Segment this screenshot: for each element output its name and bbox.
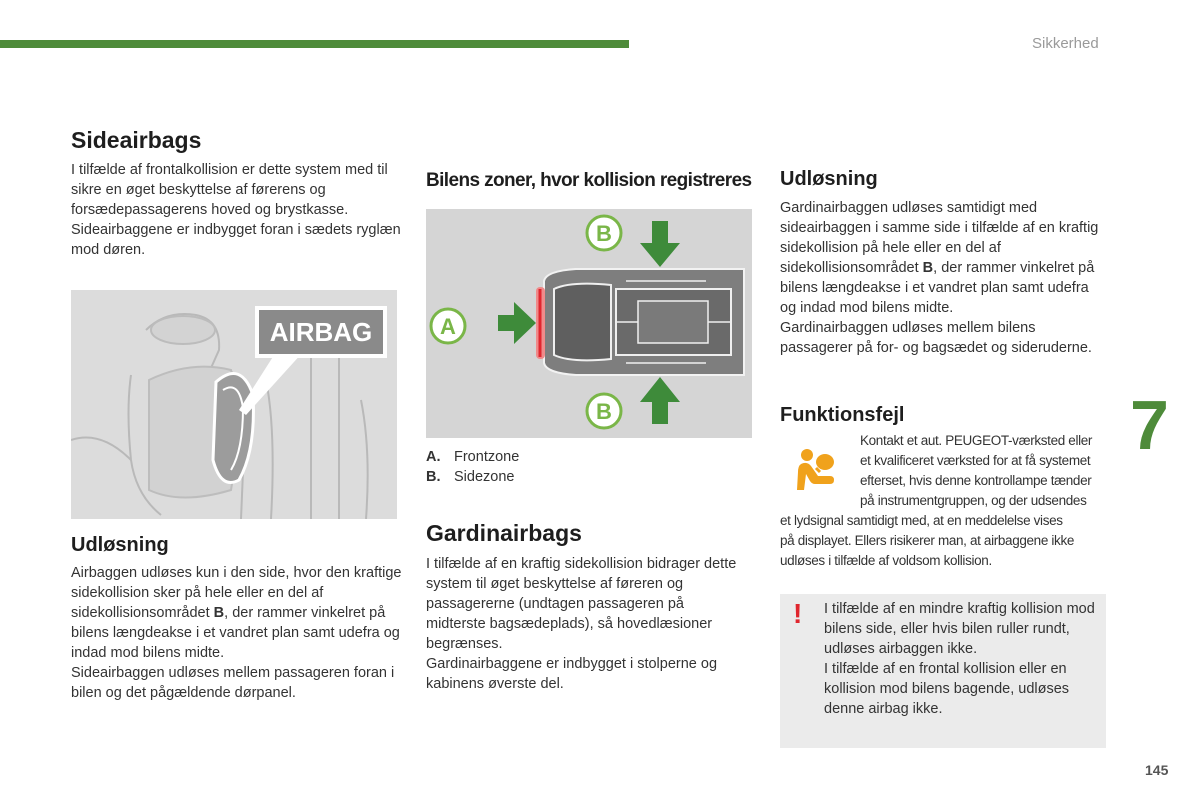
seat-airbag-illustration (71, 290, 397, 519)
fault-line: et kvalificeret værksted for at få systemet (860, 453, 1091, 468)
sideairbags-intro: I tilfælde af frontalkollision er dette system med til sikre en øget beskyttelse af førerens og forsædepassagerens hoved og brystkasse. Sideairbaggene er indbygget foran i sædets ryglæn mod døren. (71, 162, 401, 258)
zone-a-badge (431, 309, 465, 343)
udloesning-1-pre: Airbaggen udløses kun i den side, hvor den kraftige sidekollision sker på hele eller en del af sidekollisionsområdet (71, 565, 402, 621)
udloesning-text-2 (780, 198, 1102, 358)
airbag-warning-lamp-icon (794, 446, 840, 492)
udloesning-2-pre: Gardinairbaggen udløses samtidigt med sideairbaggen i samme side i tilfælde af en kraftig sidekollision på hele eller en del af sidekollisionsområdet (780, 200, 1099, 276)
gardinairbags-title: Gardinairbags (426, 520, 582, 546)
section-label: Sikkerhed (1032, 35, 1099, 52)
funktionsfejl-title: Funktionsfejl (780, 404, 905, 426)
warning-p1: I tilfælde af en mindre kraftig kollision mod bilens side, eller hvis bilen ruller rundt, udløses airbaggen ikke. (824, 601, 1095, 657)
sideairbags-title: Sideairbags (71, 127, 202, 153)
udloesning-title-2: Udløsning (780, 168, 878, 190)
gardinairbags-p1: I tilfælde af en kraftig sidekollision bidrager dette system til øget beskyttelse af føreren og passagererne (undtagen passageren på midterste bagsædeplads), så hovedlæsioner begrænses. (426, 556, 737, 652)
legend-key-a: A. (426, 449, 441, 465)
zone-b-badge-top (587, 216, 621, 250)
legend-item (426, 447, 746, 467)
fault-line: på displayet. Ellers risikerer man, at airbaggene ikke (780, 533, 1074, 548)
warning-text (824, 599, 1096, 719)
funktionsfejl-text-indented (860, 431, 1110, 511)
udloesning-title-1: Udløsning (71, 534, 169, 556)
fault-line: et lydsignal samtidigt med, at en meddelelse vises (780, 513, 1063, 528)
zone-legend (426, 447, 746, 487)
udloesning-2-p2: Gardinairbaggen udløses mellem bilens passagerer på for- og bagsædet og sideruderne. (780, 320, 1092, 356)
zone-b-key-2: B (922, 260, 934, 276)
header-accent-bar (0, 40, 629, 48)
legend-text-a: Frontzone (454, 449, 520, 465)
gardinairbags-p2: Gardinairbaggene er indbygget i stolperne og kabinens øverste del. (426, 656, 718, 692)
legend-item (426, 467, 746, 487)
collision-zones-diagram (426, 209, 752, 438)
udloesning-1-post: , der rammer vinkelret på bilens længdeakse i et vandret plan samt udefra og indad mod bilens midte. (71, 605, 400, 661)
zone-b-label-bottom: B (596, 399, 612, 424)
fault-line: efterset, hvis denne kontrollampe tænder (860, 473, 1092, 488)
airbag-badge-label: AIRBAG (269, 317, 373, 347)
gardinairbags-text (426, 554, 744, 694)
fault-line: udløses i tilfælde af voldsom kollision. (780, 553, 992, 568)
car-top-view (544, 269, 744, 375)
page-number: 145 (1145, 762, 1169, 778)
warning-p2: I tilfælde af en frontal kollision eller en kollision mod bilens bagende, udløses denne airbag ikke. (824, 661, 1070, 717)
funktionsfejl-text-full (780, 511, 1110, 571)
legend-text-b: Sidezone (454, 469, 515, 485)
zone-b-label-top: B (596, 221, 612, 246)
warning-exclamation-icon: ! (793, 598, 803, 629)
legend-key-b: B. (426, 469, 441, 485)
zone-a-label: A (440, 314, 456, 339)
udloesning-text-1 (71, 563, 403, 703)
zone-b-badge-bottom (587, 394, 621, 428)
fault-line: Kontakt et aut. PEUGEOT-værksted eller (860, 433, 1093, 448)
udloesning-1-p2: Sideairbaggen udløses mellem passageren foran i bilen og det pågældende dørpanel. (71, 665, 395, 701)
zones-title: Bilens zoner, hvor kollision registreres (426, 170, 752, 191)
zone-b-key-1: B (213, 605, 225, 621)
udloesning-2-post: , der rammer vinkelret på bilens længdeakse i et vandret plan samt udefra og indad mod bilens midte. (780, 260, 1095, 316)
chapter-number: 7 (1130, 386, 1169, 464)
fault-line: på instrumentgruppen, og der udsendes (860, 493, 1087, 508)
